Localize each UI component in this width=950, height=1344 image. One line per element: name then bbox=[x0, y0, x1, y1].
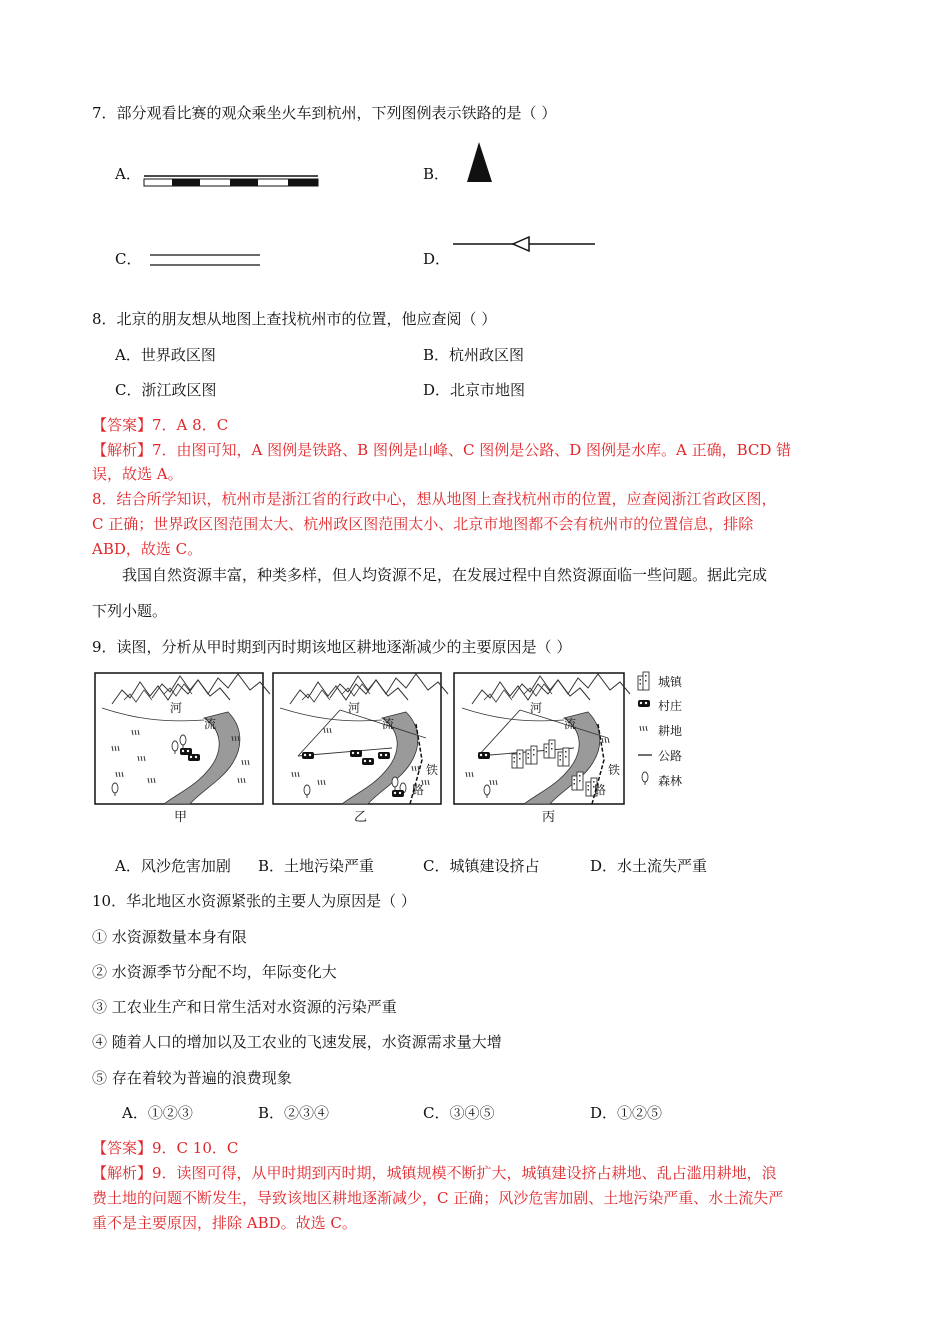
railway-legend-icon bbox=[142, 174, 320, 188]
railway-label: 铁 bbox=[426, 763, 439, 777]
map-panel-jia bbox=[95, 673, 270, 804]
land-use-change-figure bbox=[92, 668, 692, 828]
panel-caption-bing: 丙 bbox=[542, 810, 556, 825]
analysis-label: 【解析】 bbox=[92, 441, 153, 459]
q7-option-c: C． bbox=[115, 250, 142, 268]
q10-statement: ③ 工农业生产和日常生活对水资源的污染严重 bbox=[92, 998, 397, 1016]
intro-paragraph: 下列小题。 bbox=[92, 602, 168, 620]
q8-option-d: D．北京市地图 bbox=[423, 381, 526, 399]
river-label: 河 bbox=[170, 701, 183, 715]
analysis-line: ABD，故选 C。 bbox=[92, 540, 203, 558]
answer-text: 9．C 10．C bbox=[152, 1139, 239, 1157]
q9-question: 9．读图，分析从甲时期到丙时期该地区耕地逐渐减少的主要原因是（ ） bbox=[92, 638, 572, 656]
legend-village: 村庄 bbox=[658, 699, 683, 713]
railway-label: 铁 bbox=[608, 763, 621, 777]
q8-option-b: B．杭州政区图 bbox=[423, 346, 525, 364]
q9-option-a: A．风沙危害加剧 bbox=[115, 857, 231, 875]
analysis-line: 重不是主要原因，排除 ABD。故选 C。 bbox=[92, 1214, 357, 1232]
legend-road: 公路 bbox=[658, 749, 683, 763]
q9-option-c: C．城镇建设挤占 bbox=[423, 857, 540, 875]
railway-label: 路 bbox=[594, 783, 607, 797]
river-label: 流 bbox=[382, 717, 395, 731]
q8-option-c: C．浙江政区图 bbox=[115, 381, 217, 399]
panel-caption-jia: 甲 bbox=[174, 810, 188, 825]
q7-option-b: B． bbox=[423, 165, 450, 183]
analysis-line bbox=[92, 440, 791, 460]
highway-legend-icon bbox=[148, 252, 262, 268]
q8-question: 8．北京的朋友想从地图上查找杭州市的位置，他应查阅（ ） bbox=[92, 310, 497, 328]
railway-label: 路 bbox=[412, 783, 425, 797]
legend-town: 城镇 bbox=[658, 675, 683, 689]
q10-option-a: A．①②③ bbox=[122, 1104, 193, 1122]
analysis-text: 7．由图可知，A 图例是铁路、B 图例是山峰、C 图例是公路、D 图例是水库。A 正确，BCD 错 bbox=[152, 441, 792, 459]
map-legend bbox=[638, 672, 683, 788]
analysis-line: 费土地的问题不断发生，导致该地区耕地逐渐减少，C 正确；风沙危害加剧、土地污染严重、水土流失严 bbox=[92, 1189, 784, 1207]
q9-option-d: D．水土流失严重 bbox=[590, 857, 708, 875]
village-icon bbox=[638, 700, 650, 707]
legend-forest: 森林 bbox=[658, 774, 683, 788]
river-label: 流 bbox=[564, 717, 577, 731]
town-icon bbox=[638, 672, 649, 690]
legend-farmland: 耕地 bbox=[658, 724, 683, 738]
q10-statement: ① 水资源数量本身有限 bbox=[92, 928, 247, 946]
answer-block-1 bbox=[92, 415, 228, 435]
forest-icon bbox=[642, 772, 648, 785]
answer-label: 【答案】 bbox=[92, 416, 153, 434]
farmland-icon bbox=[640, 726, 647, 731]
answer-block-2 bbox=[92, 1138, 238, 1158]
q10-statement: ② 水资源季节分配不均，年际变化大 bbox=[92, 963, 337, 981]
intro-paragraph: 我国自然资源丰富，种类多样，但人均资源不足，在发展过程中自然资源面临一些问题。据此完成 bbox=[122, 566, 768, 584]
q10-option-d: D．①②⑤ bbox=[590, 1104, 663, 1122]
river-label: 河 bbox=[530, 701, 543, 715]
q9-option-b: B．土地污染严重 bbox=[258, 857, 375, 875]
q10-statement: ④ 随着人口的增加以及工农业的飞速发展，水资源需求量大增 bbox=[92, 1033, 502, 1051]
analysis-line: 8．结合所学知识，杭州市是浙江省的行政中心，想从地图上查找杭州市的位置，应查阅浙江省政区图， bbox=[92, 490, 777, 508]
river-label: 河 bbox=[348, 701, 361, 715]
analysis-text: 9．读图可得，从甲时期到丙时期，城镇规模不断扩大，城镇建设挤占耕地、乱占滥用耕地，浪 bbox=[152, 1164, 777, 1182]
q7-option-a: A． bbox=[115, 165, 141, 183]
answer-label: 【答案】 bbox=[92, 1139, 153, 1157]
river-label: 流 bbox=[204, 717, 217, 731]
panel-caption-yi: 乙 bbox=[354, 810, 368, 825]
q10-question: 10．华北地区水资源紧张的主要人为原因是（ ） bbox=[92, 892, 416, 910]
q10-option-b: B．②③④ bbox=[258, 1104, 330, 1122]
analysis-label: 【解析】 bbox=[92, 1164, 153, 1182]
analysis-line: 误，故选 A。 bbox=[92, 465, 183, 483]
answer-text: 7．A 8．C bbox=[152, 416, 229, 434]
q7-question: 7．部分观看比赛的观众乘坐火车到杭州，下列图例表示铁路的是（ ） bbox=[92, 104, 557, 122]
analysis-line bbox=[92, 1163, 777, 1183]
reservoir-legend-icon bbox=[451, 234, 597, 254]
analysis-line: C 正确；世界政区图范围太大、杭州政区图范围太小、北京市地图都不会有杭州市的位置信息，排除 bbox=[92, 515, 754, 533]
mountain-peak-legend-icon bbox=[465, 140, 495, 184]
q8-option-a: A．世界政区图 bbox=[115, 346, 216, 364]
q10-statement: ⑤ 存在着较为普遍的浪费现象 bbox=[92, 1069, 292, 1087]
q7-option-d: D． bbox=[423, 250, 451, 268]
q10-option-c: C．③④⑤ bbox=[423, 1104, 495, 1122]
